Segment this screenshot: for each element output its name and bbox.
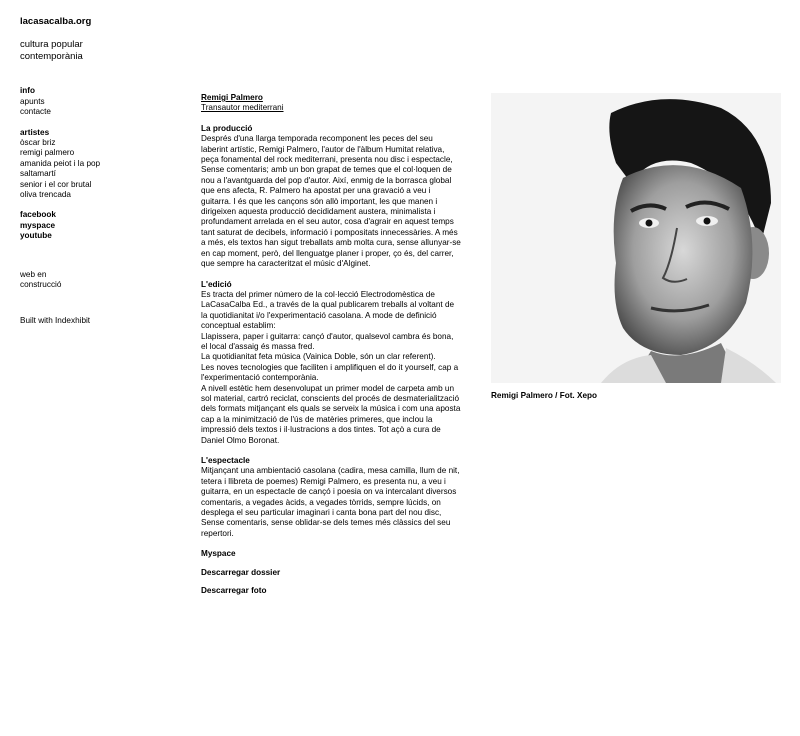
built-with-link[interactable]: Built with Indexhibit [20, 315, 91, 325]
body-text-line: repertori. [201, 528, 234, 538]
download-dossier-link[interactable]: Descarregar dossier [201, 567, 281, 577]
section-espectacle [201, 456, 460, 539]
body-text-line: A nivell estètic hem desenvolupat un primer model de carpeta amb un [201, 383, 455, 393]
body-text-line: impressió dels textos i il·lustracions a dos tintes. Tot açò a cura de [201, 425, 441, 435]
body-text-line: Mitjançant una ambientació casolana (cadira, mesa camilla, llum de nit, [201, 466, 460, 476]
myspace-link[interactable]: Myspace [201, 549, 236, 559]
body-text-line: guitarra, en un espectacle de cançó i poesia on va intercalant diversos [201, 487, 457, 497]
body-text-line: a més, els textos han sigut treballats amb molta cura, sense allunyar-se [201, 238, 461, 248]
nav-artist-amanida-peiot[interactable]: amanida peiot i la pop [20, 158, 101, 168]
web-status-line: web en [20, 269, 47, 279]
body-text-line: dels formats mitjançant els quals se serveix la música i com una aposta [201, 404, 461, 414]
section-body [201, 466, 460, 539]
body-text-line: tant saturat de decibels, informació i pompositats innecessàries. A més [201, 227, 458, 237]
body-text-line: conceptual establim: [201, 321, 276, 331]
nav-myspace[interactable]: myspace [20, 220, 56, 230]
body-text-line: que sempre ha caracteritzat el músic d'Alginet. [201, 259, 371, 269]
article [201, 93, 461, 596]
nav-web-status [20, 270, 180, 291]
body-text-line: Després d'una llarga temporada recomponent les peces del seu [201, 134, 433, 144]
sidebar [20, 17, 180, 326]
nav-youtube[interactable]: youtube [20, 231, 52, 241]
body-text-line: Llapissera, paper i guitarra: cançó d'autor, qualsevol cambra és bona, [201, 331, 454, 341]
section-produccio [201, 123, 461, 270]
nav-artist-saltamarti[interactable]: saltamartí [20, 169, 56, 179]
nav-artists [20, 128, 180, 201]
nav-social [20, 210, 180, 241]
section-heading: L'espectacle [201, 456, 250, 465]
body-text-line: LaCasaCalba Ed., a través de la qual publicarem treballs al voltant de [201, 300, 455, 310]
body-text-line: l'experimentació contemporània. [201, 373, 319, 383]
tagline-line: cultura popular [20, 39, 83, 51]
body-text-line: en cap moment, però, del llenguatge planer i proper, ço és, del carrer, [201, 248, 454, 258]
body-text-line: desplega el seu particular imaginari i canta bona part del nou disc, [201, 508, 442, 518]
nav-artist-oscar-briz[interactable]: òscar briz [20, 138, 56, 148]
portrait-image [491, 93, 781, 383]
body-text-line: Les noves tecnologies que faciliten i amplifiquen el do it yourself, cap a [201, 362, 459, 372]
nav-artist-senior[interactable]: senior i el cor brutal [20, 179, 92, 189]
section-heading: La producció [201, 123, 253, 133]
body-text-line: tetera i llibreta de poemes) Remigi Palmero, es presenta nu, a veu i [201, 476, 446, 486]
download-photo-link[interactable]: Descarregar foto [201, 586, 267, 596]
body-text-line: Sense comentaris; amb un bon grapat de temes que el col·loquen de [201, 165, 452, 175]
nav-contacte[interactable]: contacte [20, 107, 51, 117]
body-text-line: dirigeixen aquesta producció decididament austera, minimalista i [201, 207, 436, 217]
nav-artists-heading: artistes [20, 127, 50, 137]
site-tagline [20, 39, 180, 62]
body-text-line: laberint artístic, Remigi Palmero, l'autor de l'àlbum Humitat relativa, [201, 144, 445, 154]
section-body [201, 134, 461, 269]
body-text-line: nou a l'avantguarda del pop d'autor. Així, enmig de la borrasca global [201, 175, 452, 185]
section-edicio [201, 279, 461, 447]
body-text-line: profundament arrelada en el seu autor, cosa d'agrair en aquest temps [201, 217, 454, 227]
body-text-line: La quotidianitat feta música (Vainica Doble, són un clar referent). [201, 352, 436, 362]
nav-top [20, 86, 180, 117]
body-text-line: sol material, cartró reciclat, conscients del procés de desmaterialització [201, 393, 460, 403]
body-text-line: Sense comentaris, sense oblidar-se dels temes més clàssics del seu [201, 518, 451, 528]
nav-info[interactable]: info [20, 86, 36, 96]
photo-caption: Remigi Palmero / Fot. Xepo [491, 391, 598, 400]
body-text-line: peça fonamental del rock mediterrani, presenta nou disc i espectacle, [201, 155, 453, 165]
section-body [201, 289, 461, 446]
nav-artist-remigi-palmero[interactable]: remigi palmero [20, 148, 75, 158]
body-text-line: Es tracta del primer número de la col·lecció Electrodomèstica de [201, 289, 435, 299]
body-text-line: Daniel Olmo Boronat. [201, 435, 280, 445]
article-title: Remigi Palmero [201, 93, 263, 102]
article-subtitle: Transautor mediterrani [201, 103, 284, 113]
body-text-line: que ens afecta, R. Palmero ha apostat per una gravació a veu i [201, 186, 431, 196]
web-status-line: construcció [20, 280, 62, 290]
nav-artist-oliva-trencada[interactable]: oliva trencada [20, 190, 71, 200]
body-text-line: el local d'assaig és massa fred. [201, 341, 315, 351]
nav-apunts[interactable]: apunts [20, 96, 45, 106]
artist-photo [491, 93, 781, 383]
section-heading: L'edició [201, 279, 232, 289]
tagline-line: contemporània [20, 50, 83, 62]
body-text-line: la quotidianitat i/o l'experimentació casolana. A mode de definició [201, 310, 437, 320]
nav-facebook[interactable]: facebook [20, 210, 56, 220]
site-title-link[interactable]: lacasacalba.org [20, 16, 92, 27]
body-text-line: guitarra. I és que les cançons són allò important, les que manen i [201, 196, 438, 206]
built-with [20, 316, 180, 326]
body-text-line: cap a la minimització de l'ús de matèries primeres, que inclou la [201, 414, 433, 424]
body-text-line: comentaris, a vegades àcids, a vegades tòrrids, sempre lúcids, on [201, 497, 441, 507]
